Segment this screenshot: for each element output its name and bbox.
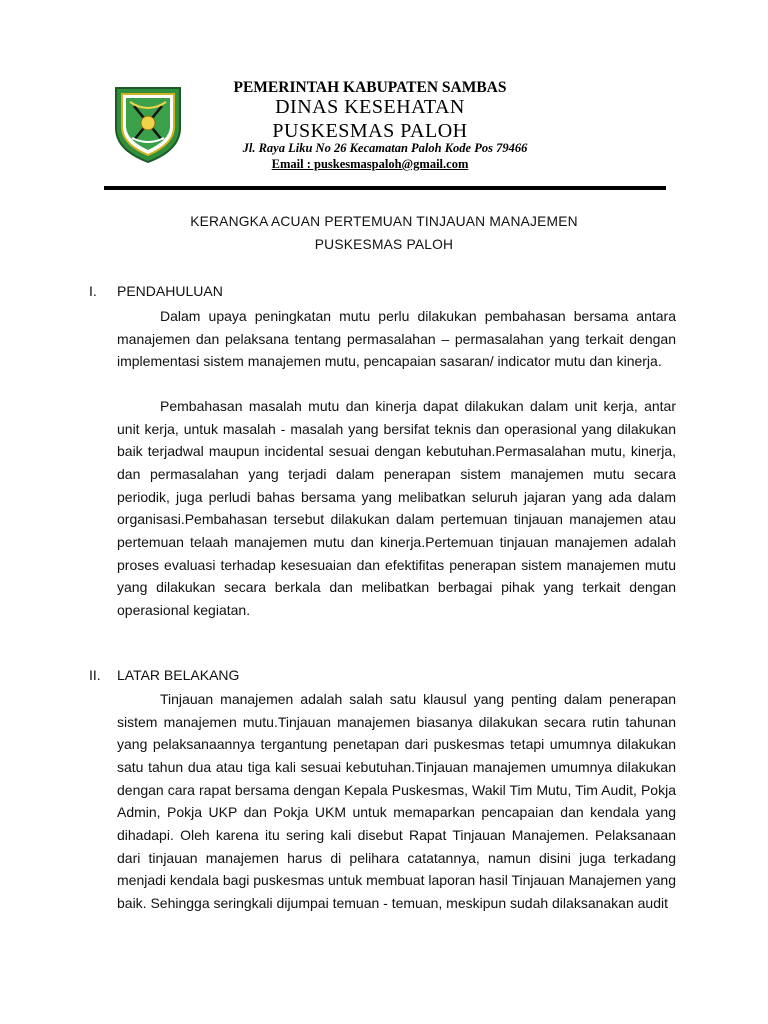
section-paragraph: Pembahasan masalah mutu dan kinerja dapat dilakukan dalam unit kerja, antar unit kerja, untuk masalah - masalah yang bersifat teknis dan operasional yang dilakukan baik terjadwal maupun incidental sesuai dengan kebutuhan.Permasalahan mutu, kinerja, dan permasalahan yang terjadi dalam penerapan sistem manajemen mutu secara periodik, juga perludi bahas bersama yang melibatkan seluruh jajaran yang ada dalam organisasi.Pembahasan tersebut dilakukan dalam pertemuan tinjauan manajemen atau pertemuan telaah manajemen mutu dan kinerja.Pertemuan tinjauan manajemen adalah proses evaluasi terhadap kesesuaian dan efektifitas penerapan sistem manajemen mutu yang dilakukan secara berkala dan melibatkan berbagai pihak yang terkait dengan operasional kegiatan. — [117, 398, 676, 618]
section-number: II. — [89, 667, 101, 683]
letterhead-email — [190, 157, 550, 172]
letterhead-agency: DINAS KESEHATAN — [275, 96, 465, 118]
email-text: Email : puskesmaspaloh@gmail.com — [271, 157, 469, 171]
letterhead-address: Jl. Raya Liku No 26 Kecamatan Paloh Kode Pos 79466 — [242, 141, 528, 155]
section-heading-pendahuluan — [89, 283, 223, 299]
document-title: KERANGKA ACUAN PERTEMUAN TINJAUAN MANAJEMEN — [190, 214, 578, 229]
section-title: LATAR BELAKANG — [117, 667, 240, 683]
letterhead-divider — [104, 186, 666, 190]
letterhead-government: PEMERINTAH KABUPATEN SAMBAS — [233, 79, 507, 96]
section-number: I. — [89, 283, 97, 299]
section-paragraph: Tinjauan manajemen adalah salah satu klausul yang penting dalam penerapan sistem manajemen mutu.Tinjauan manajemen biasanya dilakukan secara rutin tahunan yang pelaksanaannya tergantung penetapan dari puskesmas tetapi umumnya dilakukan satu tahun dua atau tiga kali sesuai kebutuhan.Tinjauan manajemen umumnya dilakukan dengan cara rapat bersama dengan Kepala Puskesmas, Wakil Tim Mutu, Tim Audit, Pokja Admin, Pokja UKP dan Pokja UKM untuk memaparkan pencapaian dan kendala yang dihadapi. Oleh karena itu sering kali disebut Rapat Tinjauan Manajemen. Pelaksanaan dari tinjauan manajemen harus di pelihara catatannya, namun disini juga terkadang menjadi kendala bagi puskesmas untuk membuat laporan hasil Tinjauan Manajemen yang baik. Sehingga seringkali dijumpai temuan - temuan, meskipun sudah dilaksanakan audit — [117, 691, 676, 911]
section-paragraph: Dalam upaya peningkatan mutu perlu dilakukan pembahasan bersama antara manajemen dan pelaksana tentang permasalahan – permasalahan yang terkait dengan implementasi sistem manajemen mutu, pencapaian sasaran/ indicator mutu dan kinerja. — [117, 308, 676, 370]
document-subtitle: PUSKESMAS PALOH — [314, 237, 454, 252]
letterhead-institution: PUSKESMAS PALOH — [272, 120, 468, 142]
section-title: PENDAHULUAN — [117, 283, 223, 299]
section-heading-latar-belakang — [89, 667, 239, 683]
